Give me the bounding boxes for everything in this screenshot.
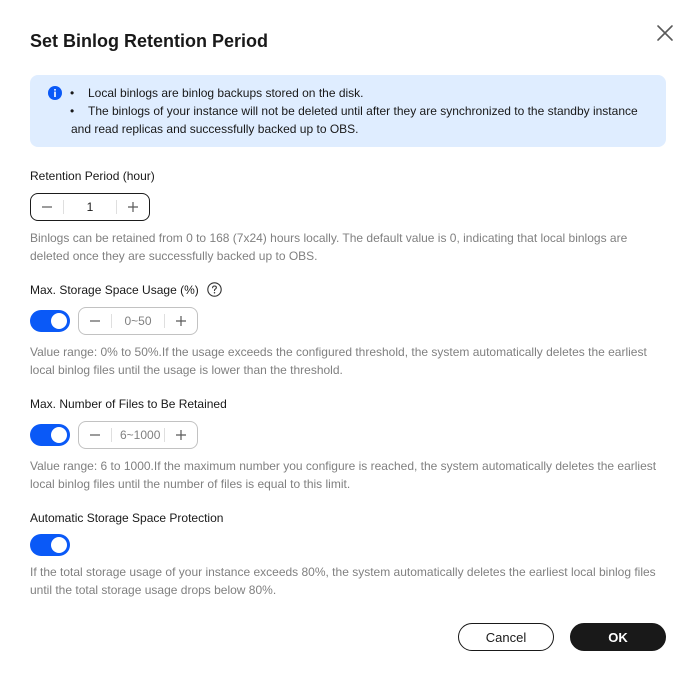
retention-period-input[interactable]	[64, 194, 116, 220]
files-retained-label: Max. Number of Files to Be Retained	[30, 397, 227, 411]
increment-button[interactable]	[165, 422, 197, 448]
storage-usage-stepper	[78, 307, 198, 335]
decrement-button[interactable]	[79, 308, 111, 334]
info-icon	[48, 86, 62, 100]
storage-usage-input[interactable]	[112, 308, 164, 334]
retention-period-stepper	[30, 193, 150, 221]
files-retained-description: Value range: 6 to 1000.If the maximum number you configure is reached, the system automatically deletes the earliest local binlog files until the number of files is equal to this limit.	[30, 459, 657, 491]
close-icon[interactable]	[654, 22, 676, 44]
files-retained-input[interactable]	[112, 422, 164, 448]
auto-protection-label: Automatic Storage Space Protection	[30, 511, 224, 525]
auto-protection-toggle[interactable]	[30, 534, 70, 556]
info-alert	[30, 75, 666, 147]
storage-usage-label: Max. Storage Space Usage (%)	[30, 283, 199, 297]
decrement-button[interactable]	[79, 422, 111, 448]
storage-usage-toggle[interactable]	[30, 310, 70, 332]
retention-period-label: Retention Period (hour)	[30, 169, 155, 183]
files-retained-stepper	[78, 421, 198, 449]
info-line-3: and read replicas and successfully backed up to OBS.	[71, 122, 359, 136]
cancel-button[interactable]: Cancel	[458, 623, 554, 651]
files-retained-toggle[interactable]	[30, 424, 70, 446]
increment-button[interactable]	[117, 194, 149, 220]
ok-button[interactable]: OK	[570, 623, 666, 651]
increment-button[interactable]	[165, 308, 197, 334]
decrement-button[interactable]	[31, 194, 63, 220]
info-line-2: • The binlogs of your instance will not be deleted until after they are synchronized to the standby instance	[70, 104, 638, 118]
storage-usage-description: Value range: 0% to 50%.If the usage exceeds the configured threshold, the system automatically deletes the earliest local binlog files until the usage is lower than the threshold.	[30, 345, 647, 377]
auto-protection-description: If the total storage usage of your instance exceeds 80%, the system automatically deletes the earliest local binlog files until the total storage usage drops below 80%.	[30, 565, 656, 597]
question-circle-icon[interactable]	[207, 282, 222, 297]
info-line-1: • Local binlogs are binlog backups stored on the disk.	[70, 86, 364, 100]
retention-period-description: Binlogs can be retained from 0 to 168 (7x24) hours locally. The default value is 0, indicating that local binlogs are deleted once they are successfully backed up to OBS.	[30, 231, 628, 263]
dialog-title: Set Binlog Retention Period	[30, 31, 269, 51]
